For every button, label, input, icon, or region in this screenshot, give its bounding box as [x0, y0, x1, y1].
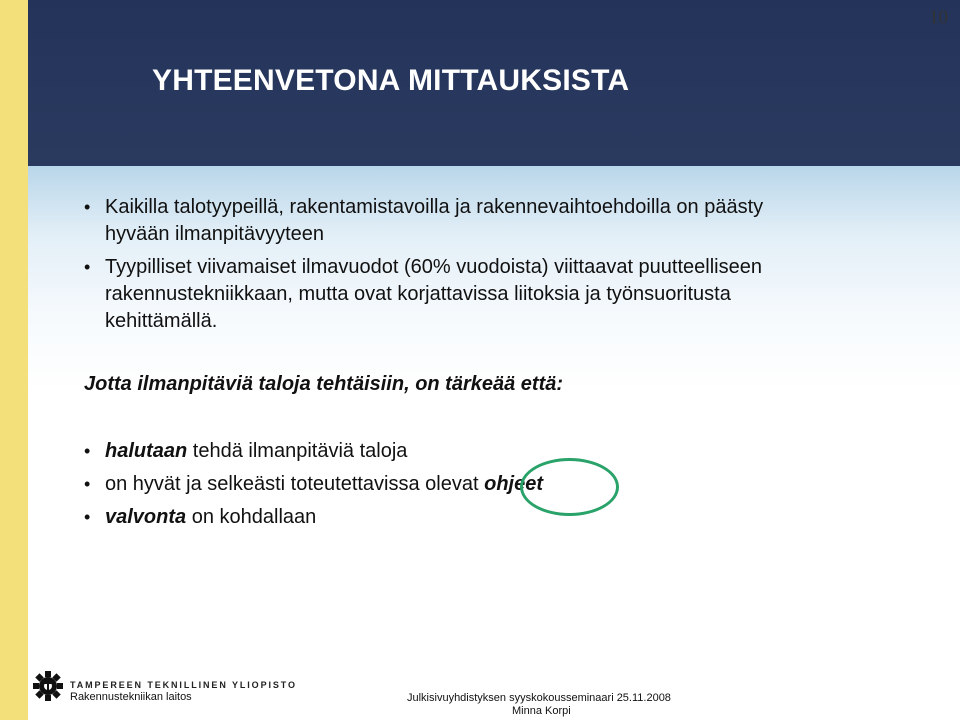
slide-number: 10 [929, 7, 948, 28]
list-item [82, 194, 802, 248]
university-logo-gear-icon [32, 670, 64, 702]
list-item [82, 438, 802, 465]
requirements-bullet-list [82, 438, 802, 537]
department-name: Rakennustekniikan laitos [70, 691, 192, 703]
bullet-text: on hyvät ja selkeästi toteutettavissa olevat [105, 473, 485, 495]
event-name: Julkisivuyhdistyksen syyskokousseminaari 25.11.2008 [407, 692, 671, 704]
bullet-text: Kaikilla talotyypeillä, rakentamistavoilla ja rakennevaihtoehdoilla on päästy hyvään ilmanpitävyyteen [105, 196, 764, 245]
page-title: YHTEENVETONA MITTAUKSISTA [152, 64, 630, 97]
list-item [82, 504, 802, 531]
list-item [82, 471, 802, 498]
bullet-icon: • [84, 197, 91, 217]
requirements-heading: Jotta ilmanpitäviä taloja tehtäisiin, on tärkeää että: [84, 373, 564, 395]
organization-name: TAMPEREEN TEKNILLINEN YLIOPISTO [70, 680, 297, 690]
bullet-icon: • [84, 507, 91, 527]
bullet-text: Tyypilliset viivamaiset ilmavuodot (60% vuodoista) viittaavat puutteelliseen rakennustekniikkaan, mutta ovat korjattavissa liitoksia ja työnsuoritusta kehittämällä. [105, 256, 762, 332]
author-name: Minna Korpi [512, 705, 571, 717]
list-item [82, 254, 802, 335]
side-accent-bar [0, 0, 28, 720]
emphasis-text: valvonta [105, 506, 187, 528]
bullet-text: tehdä ilmanpitäviä taloja [187, 440, 408, 462]
emphasis-text: halutaan [105, 440, 188, 462]
bullet-icon: • [84, 257, 91, 277]
bullet-icon: • [84, 441, 91, 461]
summary-bullet-list [82, 194, 802, 341]
emphasis-text: ohjeet [484, 473, 544, 495]
bullet-icon: • [84, 474, 91, 494]
bullet-text: on kohdallaan [186, 506, 317, 528]
highlight-circle [520, 458, 619, 516]
